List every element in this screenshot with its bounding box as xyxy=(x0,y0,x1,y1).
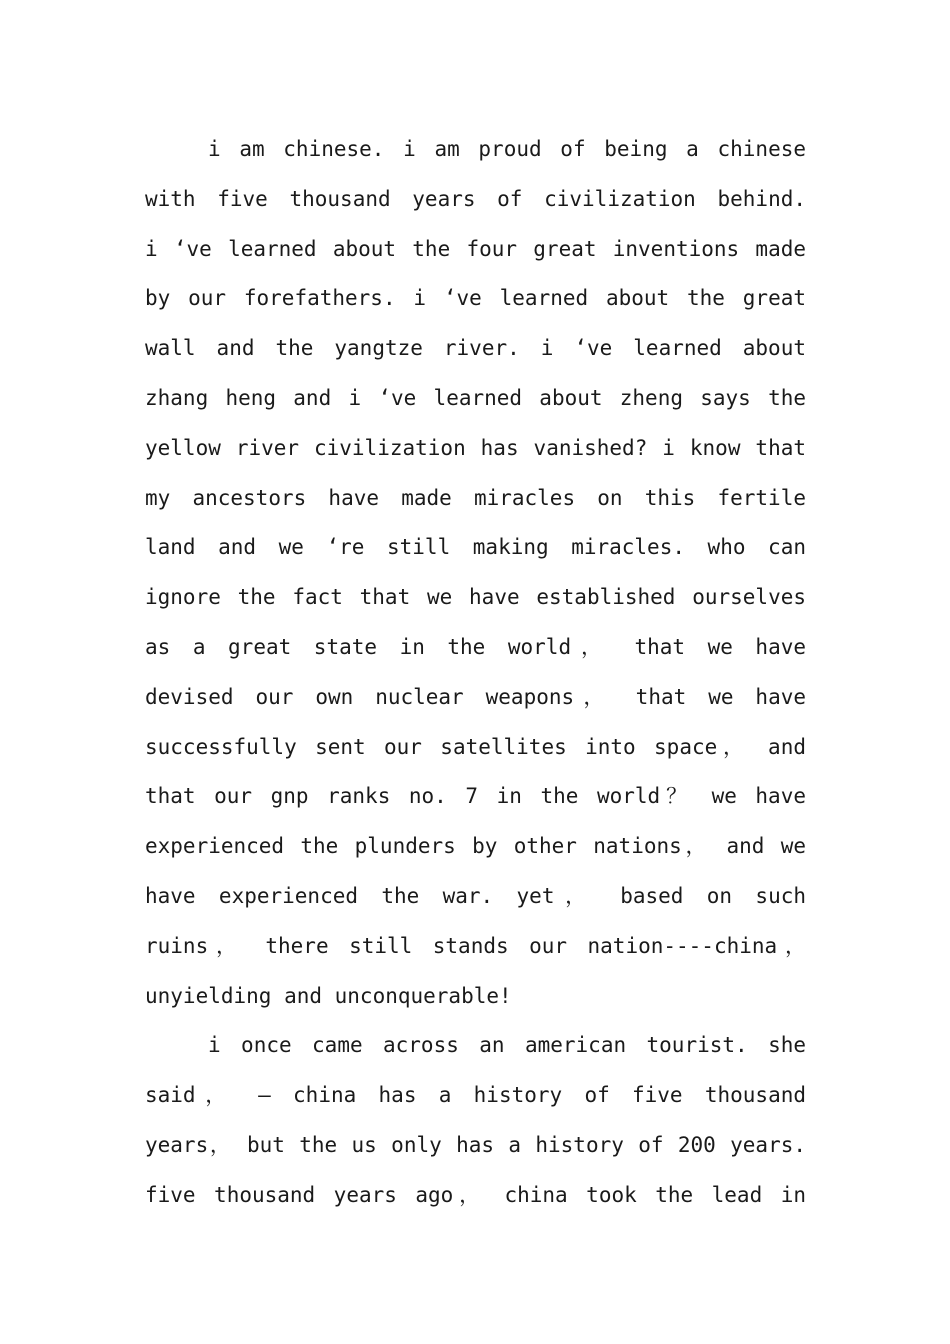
text-line: i once came across an american tourist. she xyxy=(208,1033,806,1058)
text-line: yellow river civilization has vanished? i know that xyxy=(145,435,806,460)
text-line: have experienced the war. yet， based on such xyxy=(145,883,806,908)
text-line: ignore the fact that we have established ourselves xyxy=(145,585,806,610)
text-line: successfully sent our satellites into space， and xyxy=(145,734,806,759)
text-line: i ‘ve learned about the four great inventions made xyxy=(145,236,806,261)
text-line: land and we ‘re still making miracles. who can xyxy=(145,535,806,560)
text-line: by our forefathers. i ‘ve learned about the great xyxy=(145,286,806,311)
text-line: five thousand years ago， china took the lead in xyxy=(145,1182,806,1207)
text-line: wall and the yangtze river. i ‘ve learned about xyxy=(145,336,806,361)
document-body xyxy=(145,125,806,1221)
text-line: unyielding and unconquerable! xyxy=(145,983,512,1008)
text-line: i am chinese. i am proud of being a chinese xyxy=(208,137,806,161)
text-line: as a great state in the world， that we have xyxy=(145,634,806,659)
text-line: years， but the us only has a history of 200 years. xyxy=(145,1132,806,1157)
text-line: that our gnp ranks no. 7 in the world？ we have xyxy=(145,784,806,809)
text-line: with five thousand years of civilization behind. xyxy=(145,186,806,211)
text-line: my ancestors have made miracles on this fertile xyxy=(145,485,806,510)
text-line: devised our own nuclear weapons， that we have xyxy=(145,684,806,709)
text-line: zhang heng and i ‘ve learned about zheng says the xyxy=(145,385,806,410)
text-line: experienced the plunders by other nations， and we xyxy=(145,834,806,859)
text-line: said， — china has a history of five thousand xyxy=(145,1083,806,1108)
text-line: ruins， there still stands our nation----china， xyxy=(145,933,806,958)
